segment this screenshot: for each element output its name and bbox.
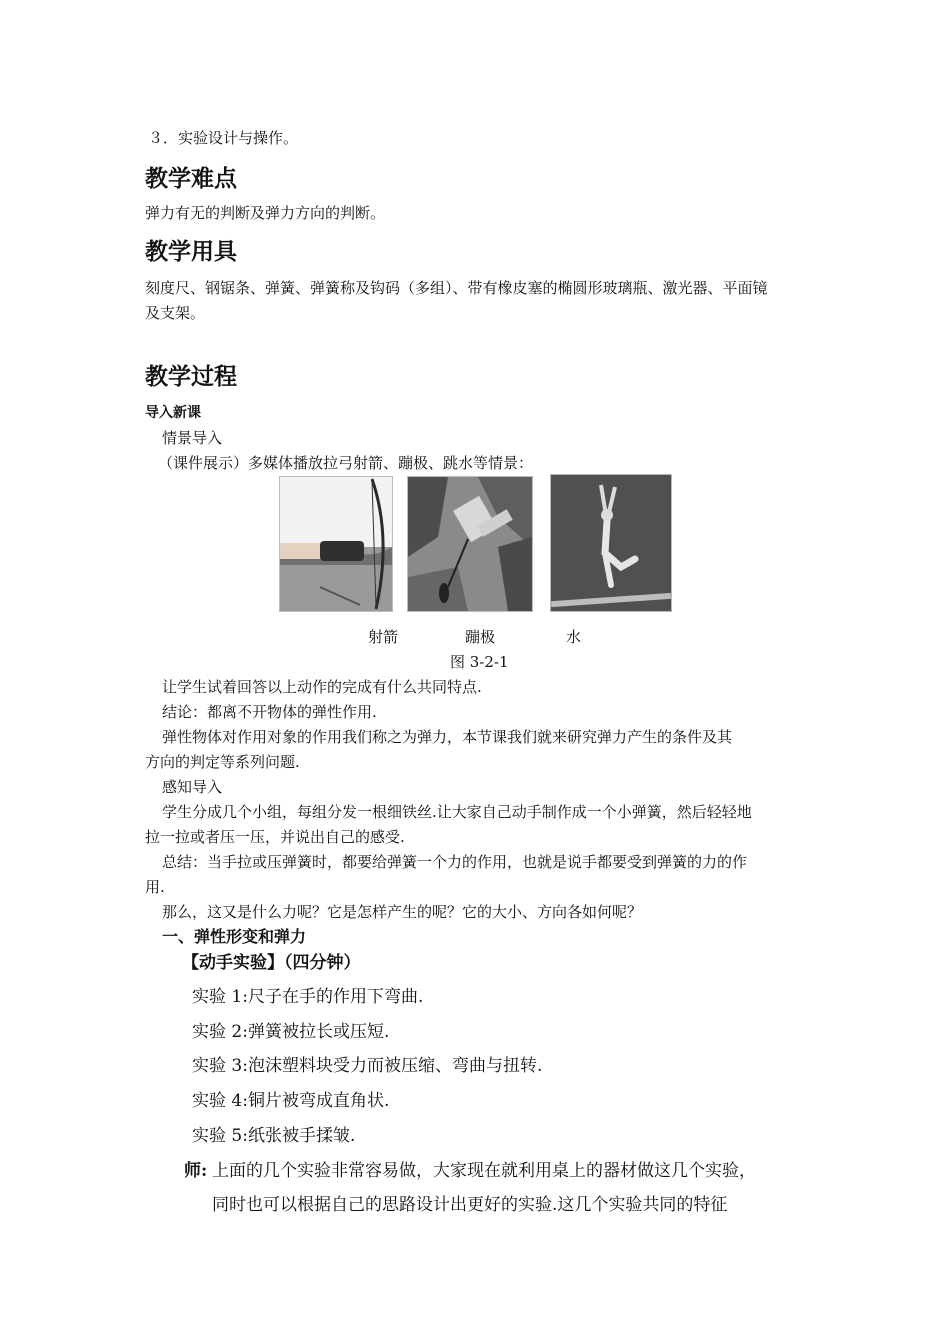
heading-difficulty: 教学难点	[145, 166, 237, 192]
teacher-speech-line2: 同时也可以根据自己的思路设计出更好的实验.这几个实验共同的特征	[212, 1195, 728, 1215]
bungee-photo	[407, 476, 533, 612]
summary-line1: 总结：当手拉或压弹簧时，都要给弹簧一个力的作用，也就是说手都要受到弹簧的力的作	[162, 853, 748, 871]
elastic-force-para-line1: 弹性物体对作用对象的作用我们称之为弹力，本节课我们就来研究弹力产生的条件及其	[162, 728, 733, 746]
figure-number: 图 3-2-1	[450, 653, 509, 671]
conclusion-text: 结论：都离不开物体的弹性作用.	[162, 703, 377, 721]
elastic-force-para-line2: 方向的判定等系列问题.	[145, 753, 300, 771]
experiment-item: 实验 1:尺子在手的作用下弯曲.	[192, 987, 424, 1007]
section-heading-elastic-deformation: 一、弹性形变和弹力	[162, 927, 307, 946]
teacher-label: 师:	[184, 1161, 208, 1181]
subheading-new-lesson: 导入新课	[145, 405, 201, 421]
list-item-3: ３．实验设计与操作。	[148, 129, 299, 147]
tools-text-line1: 刻度尺、钢锯条、弹簧、弹簧称及钩码（多组）、带有橡皮塞的椭圆形玻璃瓶、激光器、平面镜	[145, 279, 768, 297]
caption-diving: 水	[566, 628, 582, 646]
scene-intro-label: 情景导入	[162, 429, 223, 447]
question-prompt: 让学生试着回答以上动作的完成有什么共同特点.	[162, 678, 482, 696]
experiment-item: 实验 4:铜片被弯成直角状.	[192, 1091, 390, 1111]
media-description: （课件展示）多媒体播放拉弓射箭、蹦极、跳水等情景：	[158, 454, 534, 472]
hands-on-label: 【动手实验】（四分钟）	[182, 953, 361, 973]
perception-intro-label: 感知导入	[162, 778, 223, 796]
summary-line2: 用.	[145, 878, 165, 896]
experiment-item: 实验 3:泡沫塑料块受力而被压缩、弯曲与扭转.	[192, 1056, 543, 1076]
caption-bungee: 蹦极	[465, 628, 496, 646]
heading-process: 教学过程	[145, 364, 237, 390]
group-activity-line1: 学生分成几个小组，每组分发一根细铁丝.让大家自己动手制作成一个小弹簧，然后轻轻地	[162, 803, 752, 821]
experiment-item: 实验 5:纸张被手揉皱.	[192, 1126, 356, 1146]
teacher-speech-line1: 上面的几个实验非常容易做，大家现在就利用桌上的器材做这几个实验，	[212, 1161, 756, 1181]
archery-photo	[279, 476, 393, 612]
experiment-item: 实验 2:弹簧被拉长或压短.	[192, 1022, 390, 1042]
diving-photo	[550, 474, 672, 612]
caption-archery: 射箭	[368, 628, 399, 646]
difficulty-text: 弹力有无的判断及弹力方向的判断。	[145, 204, 386, 222]
question-text: 那么，这又是什么力呢？它是怎样产生的呢？它的大小、方向各如何呢？	[162, 903, 643, 921]
tools-text-line2: 及支架。	[145, 304, 206, 322]
group-activity-line2: 拉一拉或者压一压，并说出自己的感受.	[145, 828, 405, 846]
heading-tools: 教学用具	[145, 239, 237, 265]
